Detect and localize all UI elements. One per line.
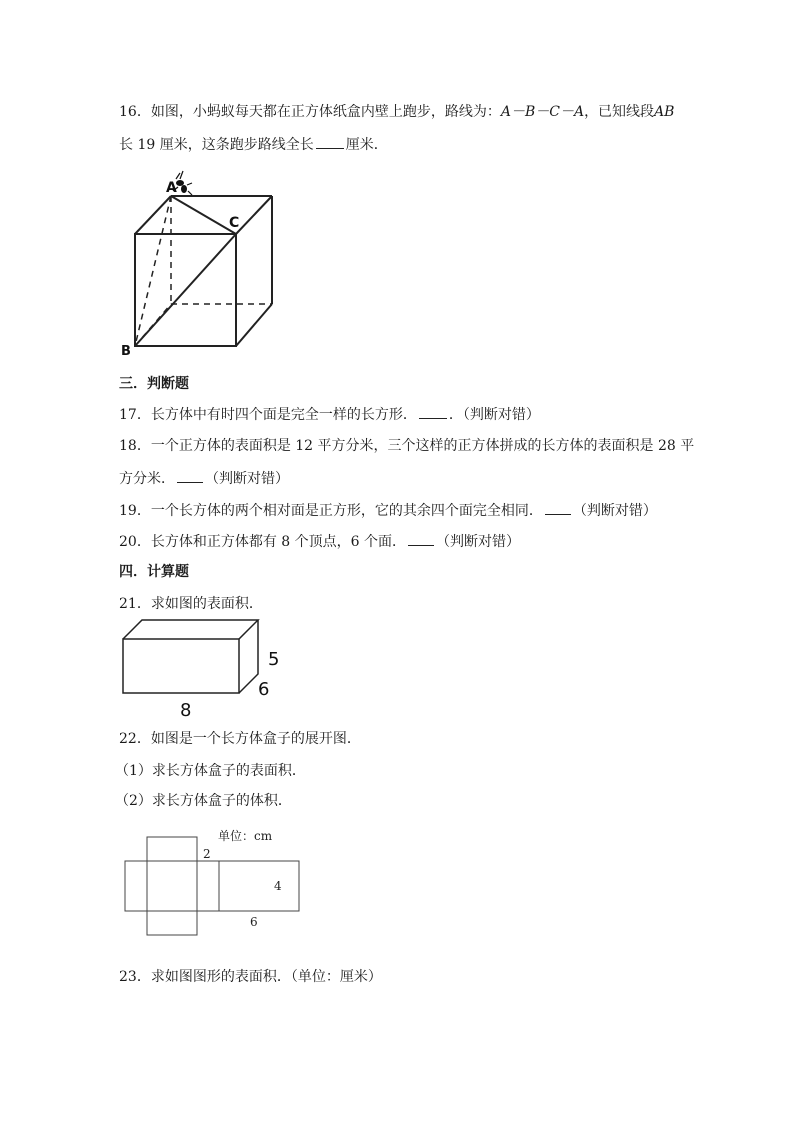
q16-segment: AB [654,104,675,120]
q22-sub-1: （1）求长方体盒子的表面积． [115,763,306,779]
section-4-title: 四．计算题 [119,564,189,580]
q18-line-1: 18．一个正方体的表面积是 12 平方分米，三个这样的正方体拼成的长方体的表面积是 28 平 [119,438,695,454]
q23: 23．求如图图形的表面积．（单位：厘米） [119,969,382,985]
q20: 20．长方体和正方体都有 8 个顶点，6 个面． （判断对错） [119,531,520,552]
q22: 22．如图是一个长方体盒子的展开图． [119,731,361,747]
q19: 19．一个长方体的两个相对面是正方形，它的其余四个面完全相同． （判断对错） [119,500,657,521]
q16-line-1: 16．如图，小蚂蚁每天都在正方体纸盒内壁上跑步，路线为：A－B－C－A，已知线段AB [119,104,675,120]
q21-cuboid-figure [118,615,288,720]
q22-net-figure [120,820,300,940]
label-b: B [121,344,131,359]
q16-route: A－B－C－A [500,104,585,120]
q18-line-2: 方分米． （判断对错） [119,468,289,489]
unit-label: 单位：cm [218,829,273,843]
q16-answer-blank[interactable] [316,134,344,149]
q18-answer-blank[interactable] [177,468,203,483]
q21: 21．求如图的表面积． [119,596,263,612]
q16-line-2: 长 19 厘米，这条跑步路线全长 厘米． [119,134,388,155]
q17: 17．长方体中有时四个面是完全一样的长方形． ．（判断对错） [119,404,540,425]
q22-sub-2: （2）求长方体盒子的体积． [115,793,292,809]
dim-4-label: 4 [274,879,282,893]
section-3-title: 三．判断题 [119,376,189,392]
dim-6-label: 6 [250,915,258,929]
dim-height-label: 5 [268,649,280,670]
q19-answer-blank[interactable] [545,500,571,515]
q20-answer-blank[interactable] [408,531,434,546]
q16-cube-figure [110,165,290,365]
q17-answer-blank[interactable] [419,404,447,419]
dim-length-label: 8 [180,700,192,721]
label-c: C [229,215,240,231]
dim-2-label: 2 [203,847,211,861]
dim-width-label: 6 [258,679,270,700]
label-a: A [166,180,177,196]
